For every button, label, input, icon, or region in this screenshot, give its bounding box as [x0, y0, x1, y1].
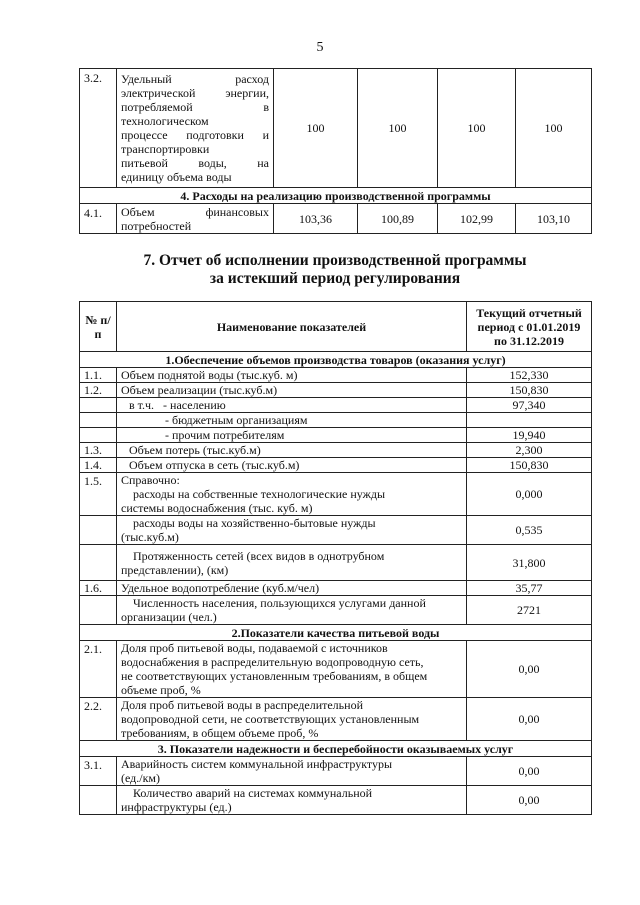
row-number	[80, 596, 117, 625]
header-number: № п/п	[80, 302, 117, 352]
indicator-name: Объем поднятой воды (тыс.куб. м)	[117, 368, 467, 383]
indicator-value: 0,535	[467, 516, 592, 545]
indicator-name: Доля проб питьевой воды в распределительной водопроводной сети, не соответствующих установленным требованиям, в общем объеме проб, %	[117, 698, 467, 741]
indicator-name: Количество аварий на системах коммунальной инфраструктуры (ед.)	[117, 786, 467, 815]
table-row	[80, 69, 592, 188]
table-row	[80, 596, 592, 625]
section-heading: 3. Показатели надежности и бесперебойности оказываемых услуг	[80, 741, 592, 757]
section-row	[80, 352, 592, 368]
table-row	[80, 204, 592, 234]
row-number	[80, 398, 117, 413]
indicator-name: - прочим потребителям	[117, 428, 467, 443]
indicator-name: Аварийность систем коммунальной инфраструктуры (ед./км)	[117, 757, 467, 786]
section-heading: 4. Расходы на реализацию производственной программы	[80, 188, 592, 204]
table-cell: 103,10	[516, 204, 592, 234]
indicator-name: Протяженность сетей (всех видов в однотрубном представлении), (км)	[117, 545, 467, 581]
row-number: 1.6.	[80, 581, 117, 596]
indicator-value: 0,00	[467, 698, 592, 741]
header-period: Текущий отчетный период с 01.01.2019 по 31.12.2019	[467, 302, 592, 352]
indicator-value: 2721	[467, 596, 592, 625]
indicator-name: Объем реализации (тыс.куб.м)	[117, 383, 467, 398]
header-name: Наименование показателей	[117, 302, 467, 352]
indicator-value: 19,940	[467, 428, 592, 443]
section-row	[80, 741, 592, 757]
section-title: 7. Отчет об исполнении производственной программы за истекший период регулирования	[143, 252, 527, 287]
indicator-name: Удельное водопотребление (куб.м/чел)	[117, 581, 467, 596]
row-number	[80, 545, 117, 581]
table-row	[80, 368, 592, 383]
page-number: 5	[316, 40, 324, 55]
table-cell: 100	[274, 69, 358, 188]
row-number: 3.2.	[80, 69, 117, 188]
indicator-name: в т.ч. - населению	[117, 398, 467, 413]
table-row	[80, 443, 592, 458]
indicator-value: 97,340	[467, 398, 592, 413]
indicator-value: 0,00	[467, 786, 592, 815]
row-number: 1.5.	[80, 473, 117, 516]
row-number: 2.2.	[80, 698, 117, 741]
indicator-value: 0,00	[467, 757, 592, 786]
row-number	[80, 516, 117, 545]
section-heading: 1.Обеспечение объемов производства товаров (оказания услуг)	[80, 352, 592, 368]
indicator-name: Удельный расход электрической энергии, потребляемой в технологическом процессе подготовки и транспортировки питьевой воды, на единицу объема воды	[117, 69, 274, 188]
indicator-value: 35,77	[467, 581, 592, 596]
row-number	[80, 413, 117, 428]
row-number	[80, 428, 117, 443]
indicator-name: Объем потерь (тыс.куб.м)	[117, 443, 467, 458]
table-row	[80, 545, 592, 581]
table-row	[80, 458, 592, 473]
table-cell: 100	[516, 69, 592, 188]
continued-table	[79, 68, 592, 234]
table-cell: 100,89	[358, 204, 438, 234]
table-cell: 100	[358, 69, 438, 188]
table-row	[80, 516, 592, 545]
indicator-name: Объем финансовых потребностей	[117, 204, 274, 234]
table-row	[80, 398, 592, 413]
table-row	[80, 473, 592, 516]
table-row	[80, 757, 592, 786]
indicator-value: 150,830	[467, 458, 592, 473]
header-row	[80, 302, 592, 352]
row-number: 2.1.	[80, 641, 117, 698]
table-row	[80, 641, 592, 698]
indicator-value: 2,300	[467, 443, 592, 458]
indicator-name: Справочно: расходы на собственные технологические нужды системы водоснабжения (тыс. куб. м)	[117, 473, 467, 516]
indicator-value: 150,830	[467, 383, 592, 398]
indicator-value: 152,330	[467, 368, 592, 383]
table-cell: 103,36	[274, 204, 358, 234]
row-number: 1.4.	[80, 458, 117, 473]
indicator-name: - бюджетным организациям	[117, 413, 467, 428]
row-number	[80, 786, 117, 815]
indicator-value: 0,000	[467, 473, 592, 516]
table-row	[80, 413, 592, 428]
table-row	[80, 786, 592, 815]
table-row	[80, 581, 592, 596]
indicator-name: Численность населения, пользующихся услугами данной организации (чел.)	[117, 596, 467, 625]
row-number: 1.3.	[80, 443, 117, 458]
indicator-value: 31,800	[467, 545, 592, 581]
row-number: 3.1.	[80, 757, 117, 786]
indicator-value: 0,00	[467, 641, 592, 698]
row-number: 1.2.	[80, 383, 117, 398]
table-row	[80, 428, 592, 443]
indicator-value	[467, 413, 592, 428]
indicator-name: Объем отпуска в сеть (тыс.куб.м)	[117, 458, 467, 473]
section-row	[80, 188, 592, 204]
row-number: 1.1.	[80, 368, 117, 383]
section-heading: 2.Показатели качества питьевой воды	[80, 625, 592, 641]
table-cell: 102,99	[438, 204, 516, 234]
indicator-name: Доля проб питьевой воды, подаваемой с источников водоснабжения в распределительную водопроводную сеть, не соответствующих установленным требованиям, в общем объеме проб, %	[117, 641, 467, 698]
indicator-name: расходы воды на хозяйственно-бытовые нужды (тыс.куб.м)	[117, 516, 467, 545]
row-number: 4.1.	[80, 204, 117, 234]
report-table	[79, 301, 592, 815]
table-row	[80, 698, 592, 741]
table-row	[80, 383, 592, 398]
table-cell: 100	[438, 69, 516, 188]
section-row	[80, 625, 592, 641]
